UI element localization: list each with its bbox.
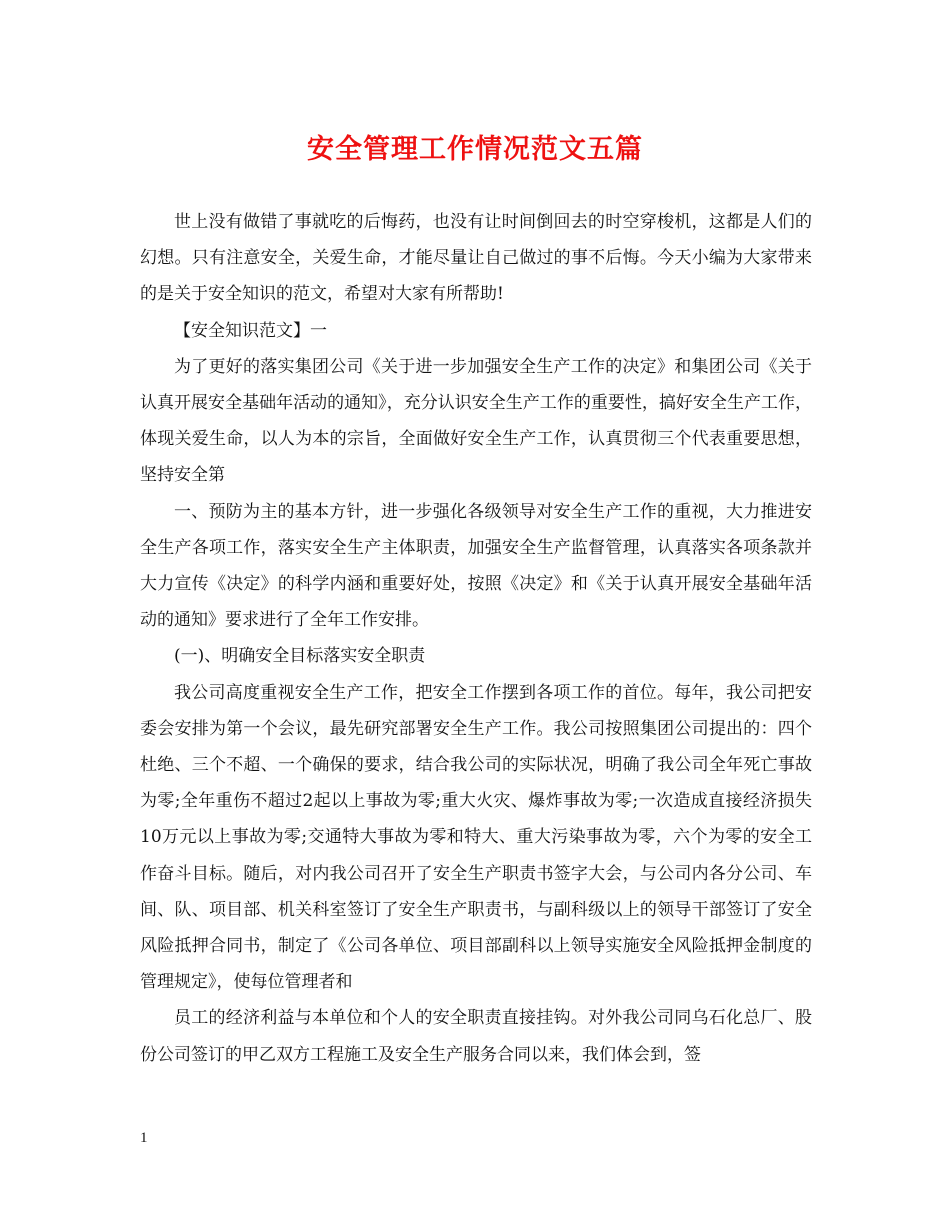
paragraph: 我公司高度重视安全生产工作，把安全工作摆到各项工作的首位。每年，我公司把安委会安排为第一个会议，最先研究部署安全生产工作。我公司按照集团公司提出的：四个杜绝、三个不超、一个确保的要求，结合我公司的实际状况，明确了我公司全年死亡事故为零;全年重伤不超过2起以上事故为零;重大火灾、爆炸事故为零;一次造成直接经济损失10万元以上事故为零;交通特大事故为零和特大、重大污染事故为零，六个为零的安全工作奋斗目标。随后，对内我公司召开了安全生产职责书签字大会，与公司内各分公司、车间、队、项目部、机关科室签订了安全生产职责书，与副科级以上的领导干部签订了安全风险抵押合同书，制定了《公司各单位、项目部副科以上领导实施安全风险抵押金制度的管理规定》，使每位管理者和 — [140, 682, 812, 993]
paragraph: 一、预防为主的基本方针，进一步强化各级领导对安全生产工作的重视，大力推进安全生产各项工作，落实安全生产主体职责，加强安全生产监督管理，认真落实各项条款并大力宣传《决定》的科学内涵和重要好处，按照《决定》和《关于认真开展安全基础年活动的通知》要求进行了全年工作安排。 — [140, 501, 812, 631]
paragraph-intro: 世上没有做错了事就吃的后悔药，也没有让时间倒回去的时空穿梭机，这都是人们的幻想。只有注意安全，关爱生命，才能尽量让自己做过的事不后悔。今天小编为大家带来的是关于安全知识的范文，希望对大家有所帮助! — [140, 212, 812, 305]
paragraph: 为了更好的落实集团公司《关于进一步加强安全生产工作的决定》和集团公司《关于认真开展安全基础年活动的通知》，充分认识安全生产工作的重要性，搞好安全生产工作，体现关爱生命，以人为本的宗旨，全面做好安全生产工作，认真贯彻三个代表重要思想，坚持安全第 — [140, 356, 812, 486]
paragraph: 员工的经济利益与本单位和个人的安全职责直接挂钩。对外我公司同乌石化总厂、股份公司签订的甲乙双方工程施工及安全生产服务合同以来，我们体会到，签 — [140, 1008, 812, 1065]
page-number: 1 — [140, 1130, 148, 1146]
paragraph-subheading: (一)、明确安全目标落实安全职责 — [174, 646, 426, 667]
paragraph-section-heading: 【安全知识范文】一 — [174, 320, 327, 341]
document-title: 安全管理工作情况范文五篇 — [307, 134, 643, 165]
document-body — [140, 204, 812, 1073]
